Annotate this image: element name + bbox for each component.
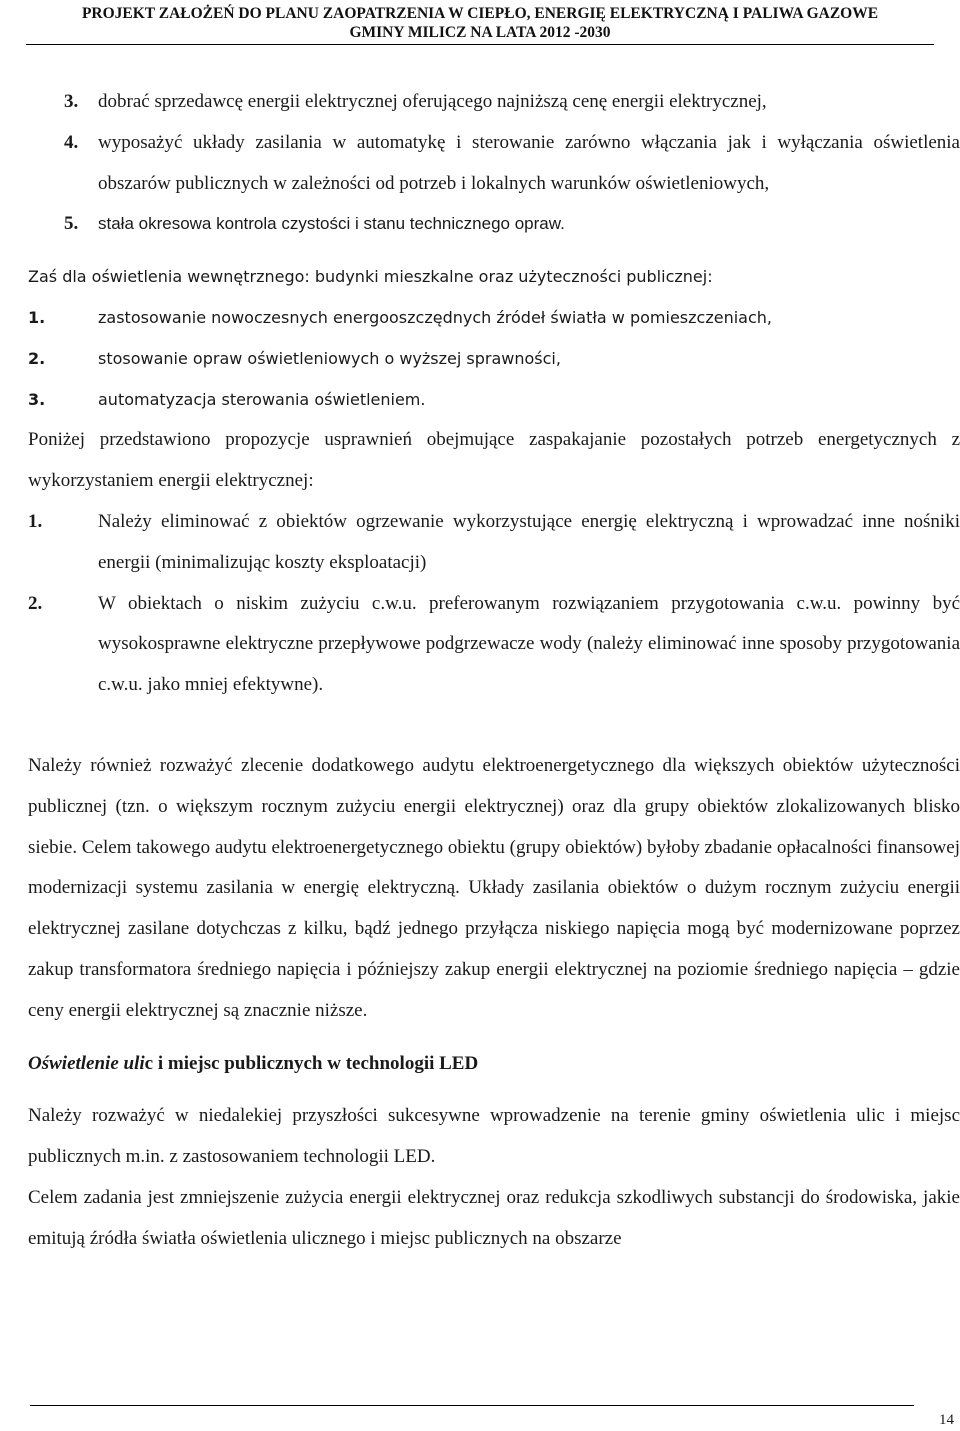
list-number: 5.: [64, 213, 79, 235]
list-number: 1.: [28, 307, 46, 327]
list-item: [28, 502, 960, 584]
paragraph-led-2: Celem zadania jest zmniejszenie zużycia energii elektrycznej oraz redukcja szkodliwych substancji do środowiska, jakie emitują źródła światła oświetlenia ulicznego i miejsc publicznych na obszarze: [28, 1186, 960, 1249]
footer-divider: [30, 1405, 914, 1406]
list-item-text: W obiektach o niskim zużyciu c.w.u. preferowanym rozwiązaniem przygotowania c.w.u. powinny być wysokosprawne elektryczne przepływowe podgrzewacze wody (należy eliminować inne sposoby przygotowania c.w.u. jako mniej efektywne).: [98, 592, 960, 696]
list-item-text: stała okresowa kontrola czystości i stanu technicznego opraw.: [98, 214, 565, 234]
list-item: [28, 298, 960, 339]
paragraph-indoor-intro: Zaś dla oświetlenia wewnętrznego: budynki mieszkalne oraz użyteczności publicznej:: [28, 267, 713, 287]
list-number: 2.: [28, 348, 46, 368]
list-item: [28, 82, 960, 123]
list-number: 3.: [64, 91, 79, 112]
spacer: [28, 1032, 960, 1044]
list-number: 2.: [28, 592, 43, 614]
list-number: 1.: [28, 510, 43, 532]
page-header: [0, 4, 960, 42]
list-item-text: dobrać sprzedawcę energii elektrycznej oferującego najniższą cenę energii elektrycznej,: [98, 91, 767, 112]
list-item: [28, 204, 960, 245]
list-item-text: zastosowanie nowoczesnych energooszczędnych źródeł światła w pomieszczeniach,: [98, 307, 772, 327]
header-divider: [26, 44, 934, 45]
section-heading-rest: c i miejsc publicznych w technologii LED: [144, 1052, 479, 1074]
spacer: [28, 245, 960, 257]
indoor-lighting-list: [28, 298, 960, 420]
proposals-list: [28, 502, 960, 706]
outdoor-lighting-list: [28, 82, 960, 245]
list-item-text: wyposażyć układy zasilania w automatykę i sterowanie zarówno włączania jak i wyłączania oświetlenia obszarów publicznych w zależności od potrzeb i lokalnych warunków oświetleniowych,: [98, 131, 960, 194]
header-subtitle: GMINY MILICZ NA LATA 2012 -2030: [349, 24, 611, 41]
list-item: [28, 584, 960, 706]
header-title: PROJEKT ZAŁOŻEŃ DO PLANU ZAOPATRZENIA W CIEPŁO, ENERGIĘ ELEKTRYCZNĄ I PALIWA GAZOWE: [81, 5, 879, 22]
section-heading: [28, 1044, 960, 1085]
list-item: [28, 339, 960, 380]
list-number: 3.: [28, 389, 46, 409]
paragraph-audit: Należy również rozważyć zlecenie dodatkowego audytu elektroenergetycznego dla większych obiektów użyteczności publicznej (tzn. o większym rocznym zużyciu energii elektrycznej) oraz dla grupy obiektów zlokalizowanych blisko siebie. Celem takowego audytu elektroenergetycznego obiektu (grupy obiektów) byłoby zbadanie opłacalności finansowej modernizacji systemu zasilania w energię elektryczną. Układy zasilania obiektów o dużym rocznym zużyciu energii elektrycznej zasilane dotychczas z kilku, bądź jednego przyłącza niskiego napięcia mogą być modernizowane poprzez zakup transformatora średniego napięcia i późniejszy zakup energii elektrycznej na poziomie średniego napięcia – gdzie ceny energii elektrycznej są znacznie niższe.: [28, 754, 960, 1021]
list-item-text: Należy eliminować z obiektów ogrzewanie wykorzystujące energię elektryczną i wprowadzać inne nośniki energii (minimalizując koszty eksploatacji): [98, 510, 960, 573]
section-heading-italic: Oświetlenie uli: [28, 1052, 145, 1074]
spacer: [28, 1084, 960, 1096]
document-body: [28, 82, 960, 1260]
list-item: [28, 123, 960, 205]
spacer: [28, 706, 960, 746]
paragraph-led-1: Należy rozważyć w niedalekiej przyszłości sukcesywne wprowadzenie na terenie gminy oświetlenia ulic i miejsc publicznych m.in. z zastosowaniem technologii LED.: [28, 1105, 960, 1168]
list-item-text: stosowanie opraw oświetleniowych o wyższej sprawności,: [98, 348, 561, 368]
paragraph-proposals: Poniżej przedstawiono propozycje usprawnień obejmujące zaspakajanie pozostałych potrzeb energetycznych z wykorzystaniem energii elektrycznej:: [28, 429, 960, 492]
list-number: 4.: [64, 131, 79, 153]
list-item-text: automatyzacja sterowania oświetleniem.: [98, 389, 426, 409]
page-number: 14: [939, 1412, 954, 1428]
list-item: [28, 380, 960, 421]
